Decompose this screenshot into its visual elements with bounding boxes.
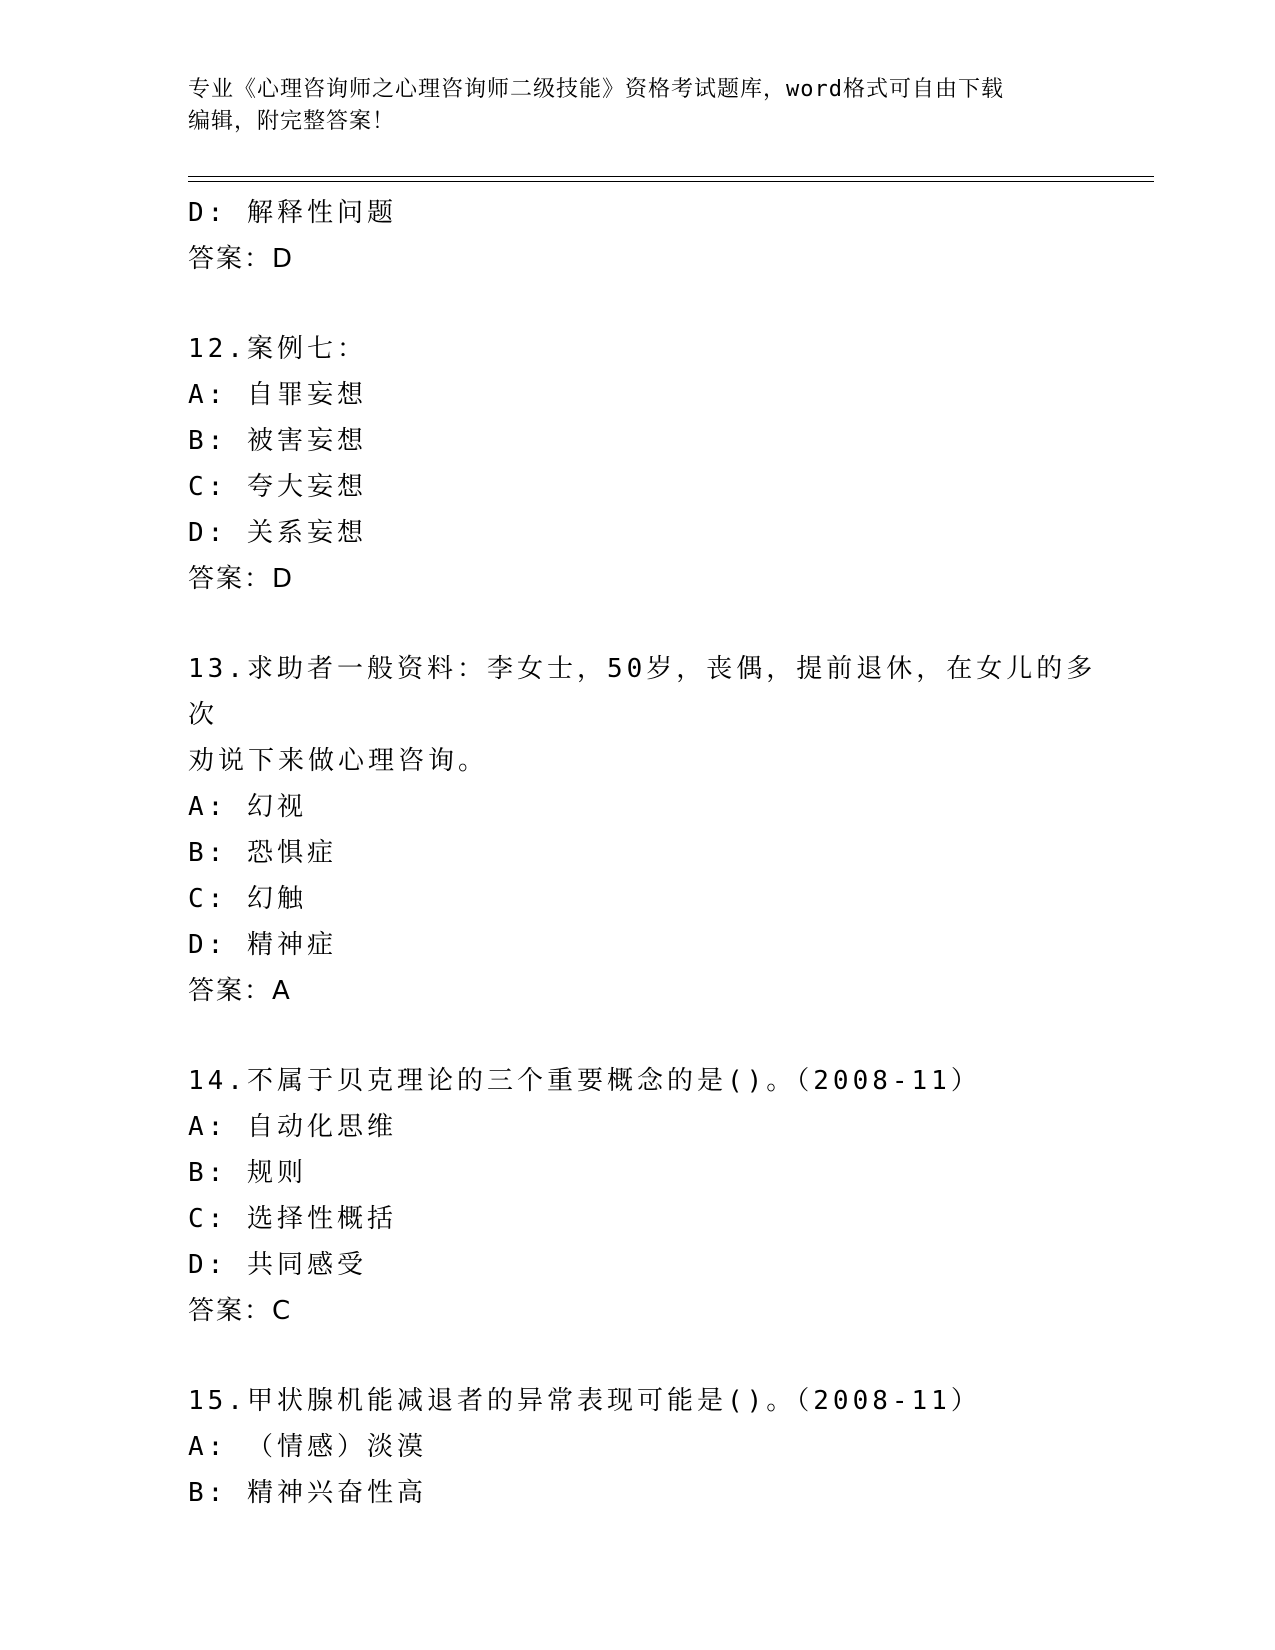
answer: 答案：A [188, 976, 292, 1006]
document-header [188, 74, 1088, 138]
option-b: B: 精神兴奋性高 [188, 1478, 427, 1508]
document-body [188, 190, 1118, 1516]
option-a: A: 幻视 [188, 792, 307, 822]
option-a: A: 自罪妄想 [188, 380, 367, 410]
option-c: C: 选择性概括 [188, 1204, 397, 1234]
option-b: B: 被害妄想 [188, 426, 367, 456]
option-b: B: 规则 [188, 1158, 307, 1188]
question-14 [188, 1058, 1118, 1334]
question-11-tail [188, 190, 1118, 282]
answer: 答案：C [188, 1296, 293, 1326]
option-d: D: 共同感受 [188, 1250, 367, 1280]
option-c: C: 幻触 [188, 884, 307, 914]
question-title-line-2: 劝说下来做心理咨询。 [188, 746, 489, 776]
question-title: 12.案例七： [188, 334, 367, 364]
option-d: D: 解释性问题 [188, 198, 397, 228]
question-13 [188, 646, 1118, 1014]
question-title: 14.不属于贝克理论的三个重要概念的是()。（2008-11） [188, 1066, 981, 1096]
question-title-line-1: 13.求助者一般资料：李女士，50岁，丧偶，提前退休，在女儿的多次 [188, 654, 1097, 730]
answer: 答案：D [188, 564, 295, 594]
answer: 答案：D [188, 244, 295, 274]
option-c: C: 夸大妄想 [188, 472, 367, 502]
option-b: B: 恐惧症 [188, 838, 337, 868]
option-d: D: 精神症 [188, 930, 337, 960]
question-12 [188, 326, 1118, 602]
header-line-2: 编辑，附完整答案！ [188, 109, 396, 134]
option-a: A: 自动化思维 [188, 1112, 397, 1142]
question-title: 15.甲状腺机能减退者的异常表现可能是()。（2008-11） [188, 1386, 981, 1416]
question-15 [188, 1378, 1118, 1516]
option-a: A: （情感）淡漠 [188, 1432, 427, 1462]
header-rule-top [188, 176, 1154, 177]
header-line-1: 专业《心理咨询师之心理咨询师二级技能》资格考试题库，word格式可自由下载 [188, 77, 1004, 102]
header-rule-bottom [188, 181, 1154, 182]
option-d: D: 关系妄想 [188, 518, 367, 548]
